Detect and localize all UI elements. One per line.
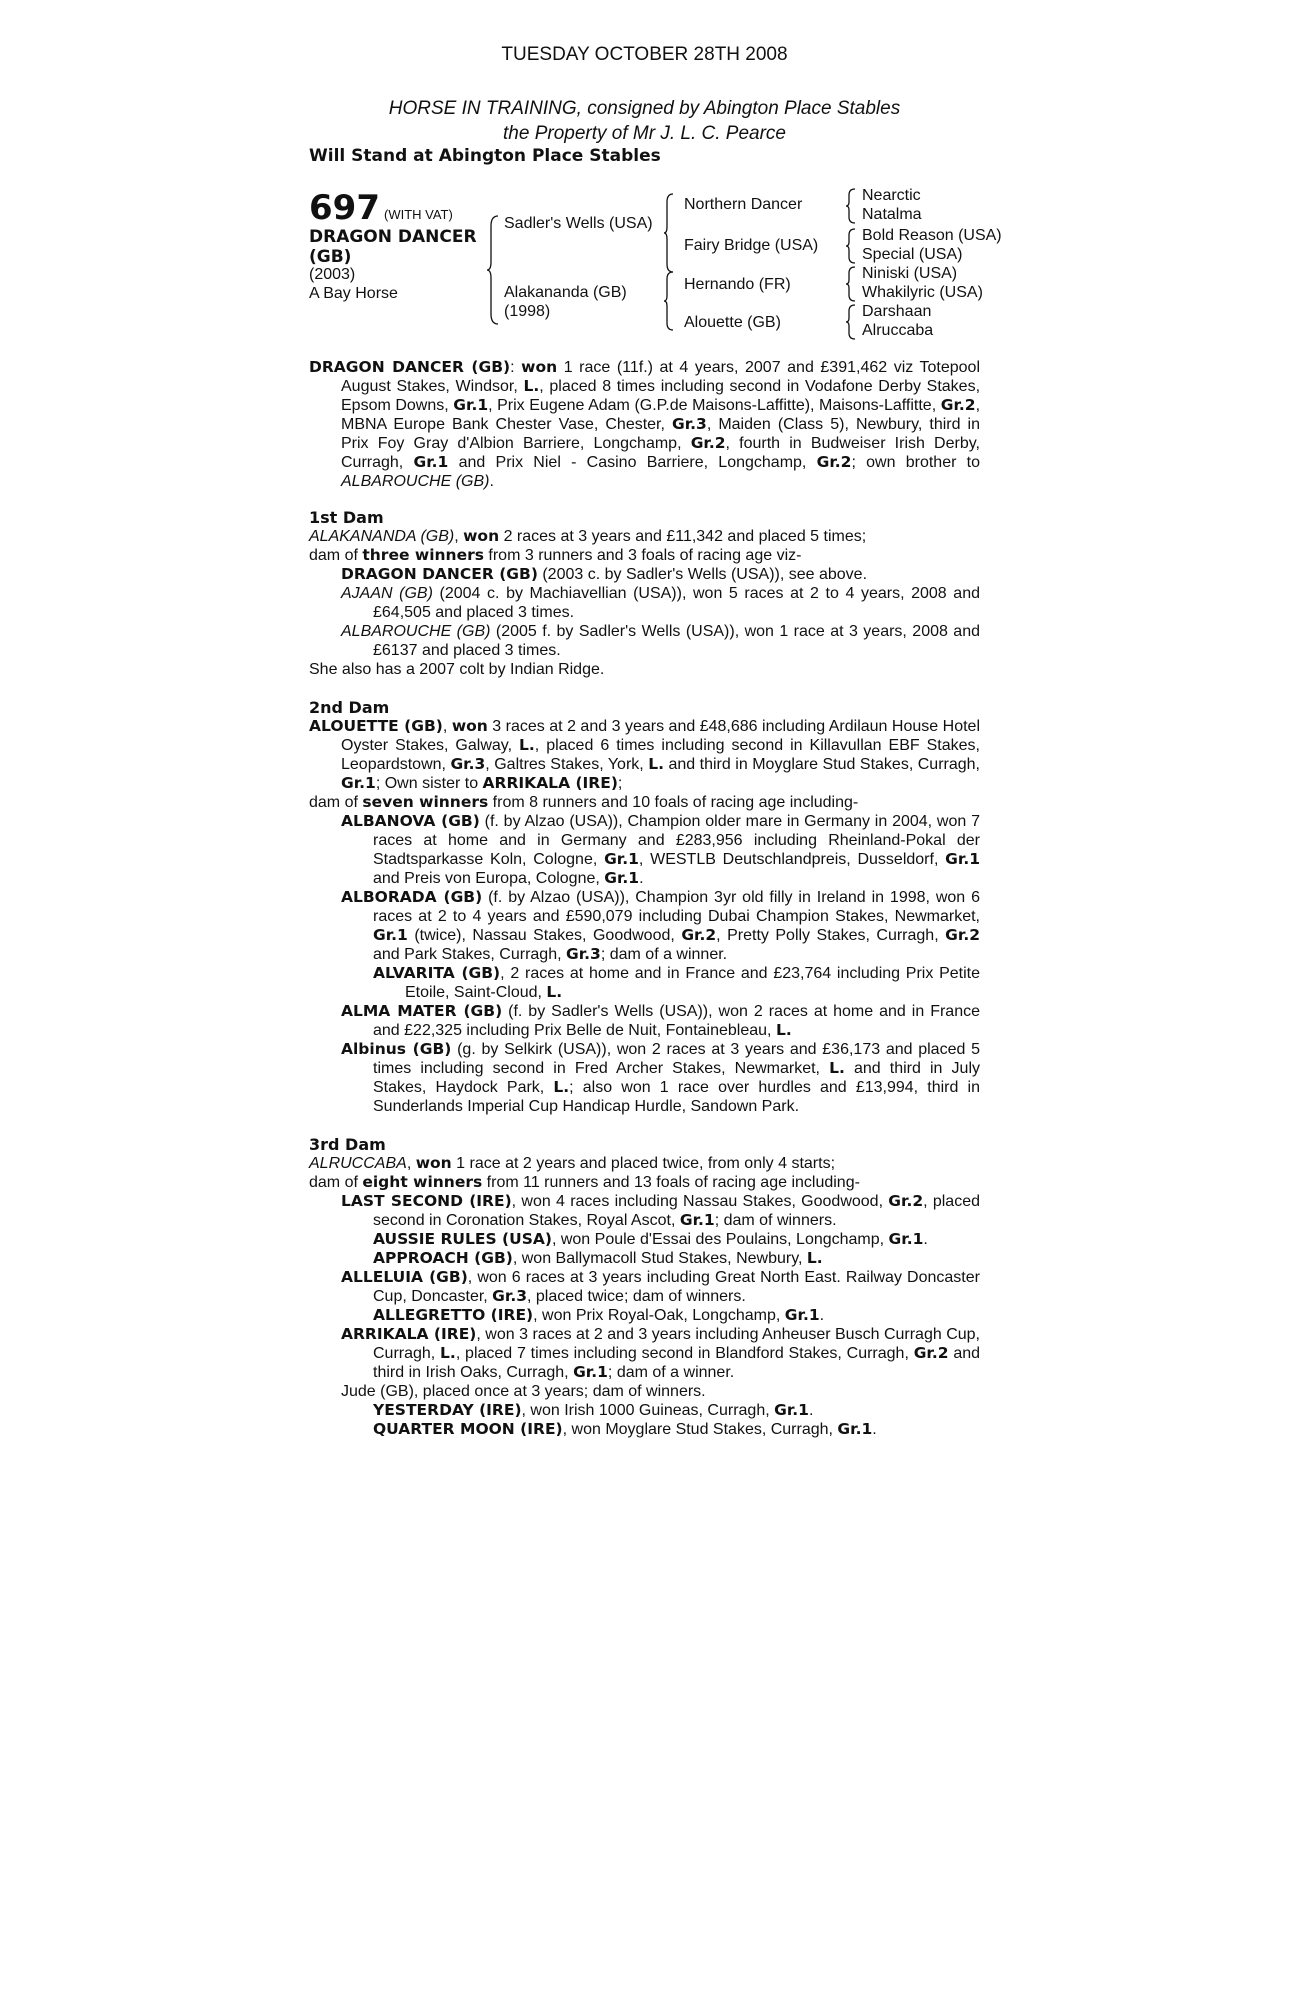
second-dam-produce-summary: dam of seven winners from 8 runners and 10 foals of racing age including-	[309, 793, 859, 811]
produce-entry: ALBANOVA (GB) (f. by Alzao (USA)), Champion older mare in Germany in 2004, won 7 races at home and in Germany and £283,956 including Rheinland-Pokal der Stadtsparkasse Koln, Cologne, Gr.1, WESTLB Deutschlandpreis, Dusseldorf, Gr.1 and Preis von Europa, Cologne, Gr.1.	[341, 812, 980, 887]
pedigree-g2: Natalma	[862, 206, 922, 223]
second-dam-heading: 2nd Dam	[309, 698, 390, 717]
consignor-line: HORSE IN TRAINING, consigned by Abington Place Stables	[388, 98, 901, 119]
horse-name-line2: (GB)	[309, 247, 352, 267]
pedigree-brace-g3	[845, 265, 857, 303]
lot-number-block	[309, 188, 453, 228]
pedigree-g6: Whakilyric (USA)	[862, 284, 983, 301]
produce-entry: Albinus (GB) (g. by Selkirk (USA)), won 2 races at 3 years and £36,173 and placed 5 times including second in Fred Archer Stakes, Newmarket, L. and third in July Stakes, Haydock Park, L.; also won 1 race over hurdles and £13,994, third in Sunderlands Imperial Cup Handicap Hurdle, Sandown Park.	[341, 1040, 980, 1115]
horse-race-record: DRAGON DANCER (GB): won 1 race (11f.) at 4 years, 2007 and £391,462 viz Totepool August Stakes, Windsor, L., placed 8 times including second in Vodafone Derby Stakes, Epsom Downs, Gr.1, Prix Eugene Adam (G.P.de Maisons-Laffitte), Maisons-Laffitte, Gr.2, MBNA Europe Bank Chester Vase, Chester, Gr.3, Maiden (Class 5), Newbury, third in Prix Foy Gray d'Albion Barriere, Longchamp, Gr.2, fourth in Budweiser Irish Derby, Curragh, Gr.1 and Prix Niel - Casino Barriere, Longchamp, Gr.2; own brother to ALBAROUCHE (GB).	[309, 358, 981, 490]
pedigree-brace-sire	[663, 192, 675, 274]
third-dam-record: ALRUCCABA, won 1 race at 2 years and placed twice, from only 4 starts;	[309, 1154, 836, 1172]
produce-entry: ALMA MATER (GB) (f. by Sadler's Wells (USA)), won 2 races at home and in France and £22,325 including Prix Belle de Nuit, Fontainebleau, L.	[341, 1002, 981, 1039]
pedigree-dam-dam: Alouette (GB)	[684, 314, 781, 331]
produce-entry: YESTERDAY (IRE), won Irish 1000 Guineas, Curragh, Gr.1.	[373, 1401, 814, 1419]
pedigree-brace-g1	[845, 187, 857, 225]
pedigree-dam-sire: Hernando (FR)	[684, 276, 791, 293]
horse-year: (2003)	[309, 266, 356, 283]
lot-number: 697	[309, 188, 380, 228]
produce-entry: ALLEGRETTO (IRE), won Prix Royal-Oak, Longchamp, Gr.1.	[373, 1306, 825, 1324]
produce-entry: ALBORADA (GB) (f. by Alzao (USA)), Champion 3yr old filly in Ireland in 1998, won 6 races at 2 to 4 years and £590,079 including Dubai Champion Stakes, Newmarket, Gr.1 (twice), Nassau Stakes, Goodwood, Gr.2, Pretty Polly Stakes, Curragh, Gr.2 and Park Stakes, Curragh, Gr.3; dam of a winner.	[341, 888, 980, 963]
pedigree-g7: Darshaan	[862, 303, 932, 320]
produce-entry: AJAAN (GB) (2004 c. by Machiavellian (USA)), won 5 races at 2 to 4 years, 2008 and £64,505 and placed 3 times.	[341, 585, 980, 621]
second-dam-record: ALOUETTE (GB), won 3 races at 2 and 3 years and £48,686 including Ardilaun House Hotel Oyster Stakes, Galway, L., placed 6 times including second in Killavullan EBF Stakes, Leopardstown, Gr.3, Galtres Stakes, York, L. and third in Moyglare Stud Stakes, Curragh, Gr.1; Own sister to ARRIKALA (IRE);	[309, 717, 981, 792]
catalogue-body	[309, 358, 980, 1439]
pedigree-dam-year: (1998)	[504, 303, 551, 320]
produce-entry: ALLELUIA (GB), won 6 races at 3 years including Great North East. Railway Doncaster Cup, Doncaster, Gr.3, placed twice; dam of winners.	[341, 1268, 980, 1305]
third-dam-heading: 3rd Dam	[309, 1135, 386, 1154]
pedigree-brace-1	[486, 214, 500, 326]
produce-entry: DRAGON DANCER (GB) (2003 c. by Sadler's Wells (USA)), see above.	[341, 565, 868, 583]
pedigree-dam: Alakananda (GB)	[504, 284, 627, 301]
pedigree-sire-sire: Northern Dancer	[684, 196, 803, 213]
horse-description: A Bay Horse	[309, 285, 398, 302]
owner-line: the Property of Mr J. L. C. Pearce	[503, 123, 786, 144]
pedigree-g5: Niniski (USA)	[862, 265, 958, 282]
pedigree-brace-g2	[845, 227, 857, 265]
produce-entry: Jude (GB), placed once at 3 years; dam of winners.	[341, 1383, 706, 1400]
pedigree-brace-g4	[845, 303, 857, 341]
horse-name	[309, 227, 479, 267]
horse-name-line1: DRAGON DANCER	[309, 227, 477, 247]
pedigree-g4: Special (USA)	[862, 246, 963, 263]
produce-entry: ARRIKALA (IRE), won 3 races at 2 and 3 years including Anheuser Busch Curragh Cup, Curragh, L., placed 7 times including second in Blandford Stakes, Curragh, Gr.2 and third in Irish Oaks, Curragh, Gr.1; dam of a winner.	[341, 1325, 981, 1381]
pedigree-brace-dam	[663, 270, 675, 332]
pedigree-g8: Alruccaba	[862, 322, 934, 339]
produce-entry: ALBAROUCHE (GB) (2005 f. by Sadler's Wells (USA)), won 1 race at 3 years, 2008 and £6137 and placed 3 times.	[341, 623, 981, 659]
first-dam-record: ALAKANANDA (GB), won 2 races at 3 years and £11,342 and placed 5 times;	[309, 527, 867, 545]
first-dam-note: She also has a 2007 colt by Indian Ridge.	[309, 661, 605, 678]
first-dam-produce-summary: dam of three winners from 3 runners and 3 foals of racing age viz-	[309, 546, 802, 564]
vat-note: (WITH VAT)	[383, 207, 453, 222]
produce-entry: ALVARITA (GB), 2 races at home and in France and £23,764 including Prix Petite Etoile, Saint-Cloud, L.	[373, 964, 980, 1001]
pedigree-sire-dam: Fairy Bridge (USA)	[684, 237, 819, 254]
stand-line: Will Stand at Abington Place Stables	[309, 146, 661, 166]
sale-date: TUESDAY OCTOBER 28TH 2008	[501, 44, 788, 65]
first-dam-heading: 1st Dam	[309, 508, 384, 527]
produce-entry: LAST SECOND (IRE), won 4 races including Nassau Stakes, Goodwood, Gr.2, placed second in Coronation Stakes, Royal Ascot, Gr.1; dam of winners.	[341, 1192, 980, 1229]
produce-entry: AUSSIE RULES (USA), won Poule d'Essai des Poulains, Longchamp, Gr.1.	[373, 1230, 928, 1248]
pedigree-g3: Bold Reason (USA)	[862, 227, 1002, 244]
pedigree-g1: Nearctic	[862, 187, 921, 204]
third-dam-produce-summary: dam of eight winners from 11 runners and 13 foals of racing age including-	[309, 1173, 860, 1191]
pedigree-sire: Sadler's Wells (USA)	[504, 215, 653, 232]
produce-entry: APPROACH (GB), won Ballymacoll Stud Stakes, Newbury, L.	[373, 1249, 823, 1267]
produce-entry: QUARTER MOON (IRE), won Moyglare Stud Stakes, Curragh, Gr.1.	[373, 1420, 877, 1438]
